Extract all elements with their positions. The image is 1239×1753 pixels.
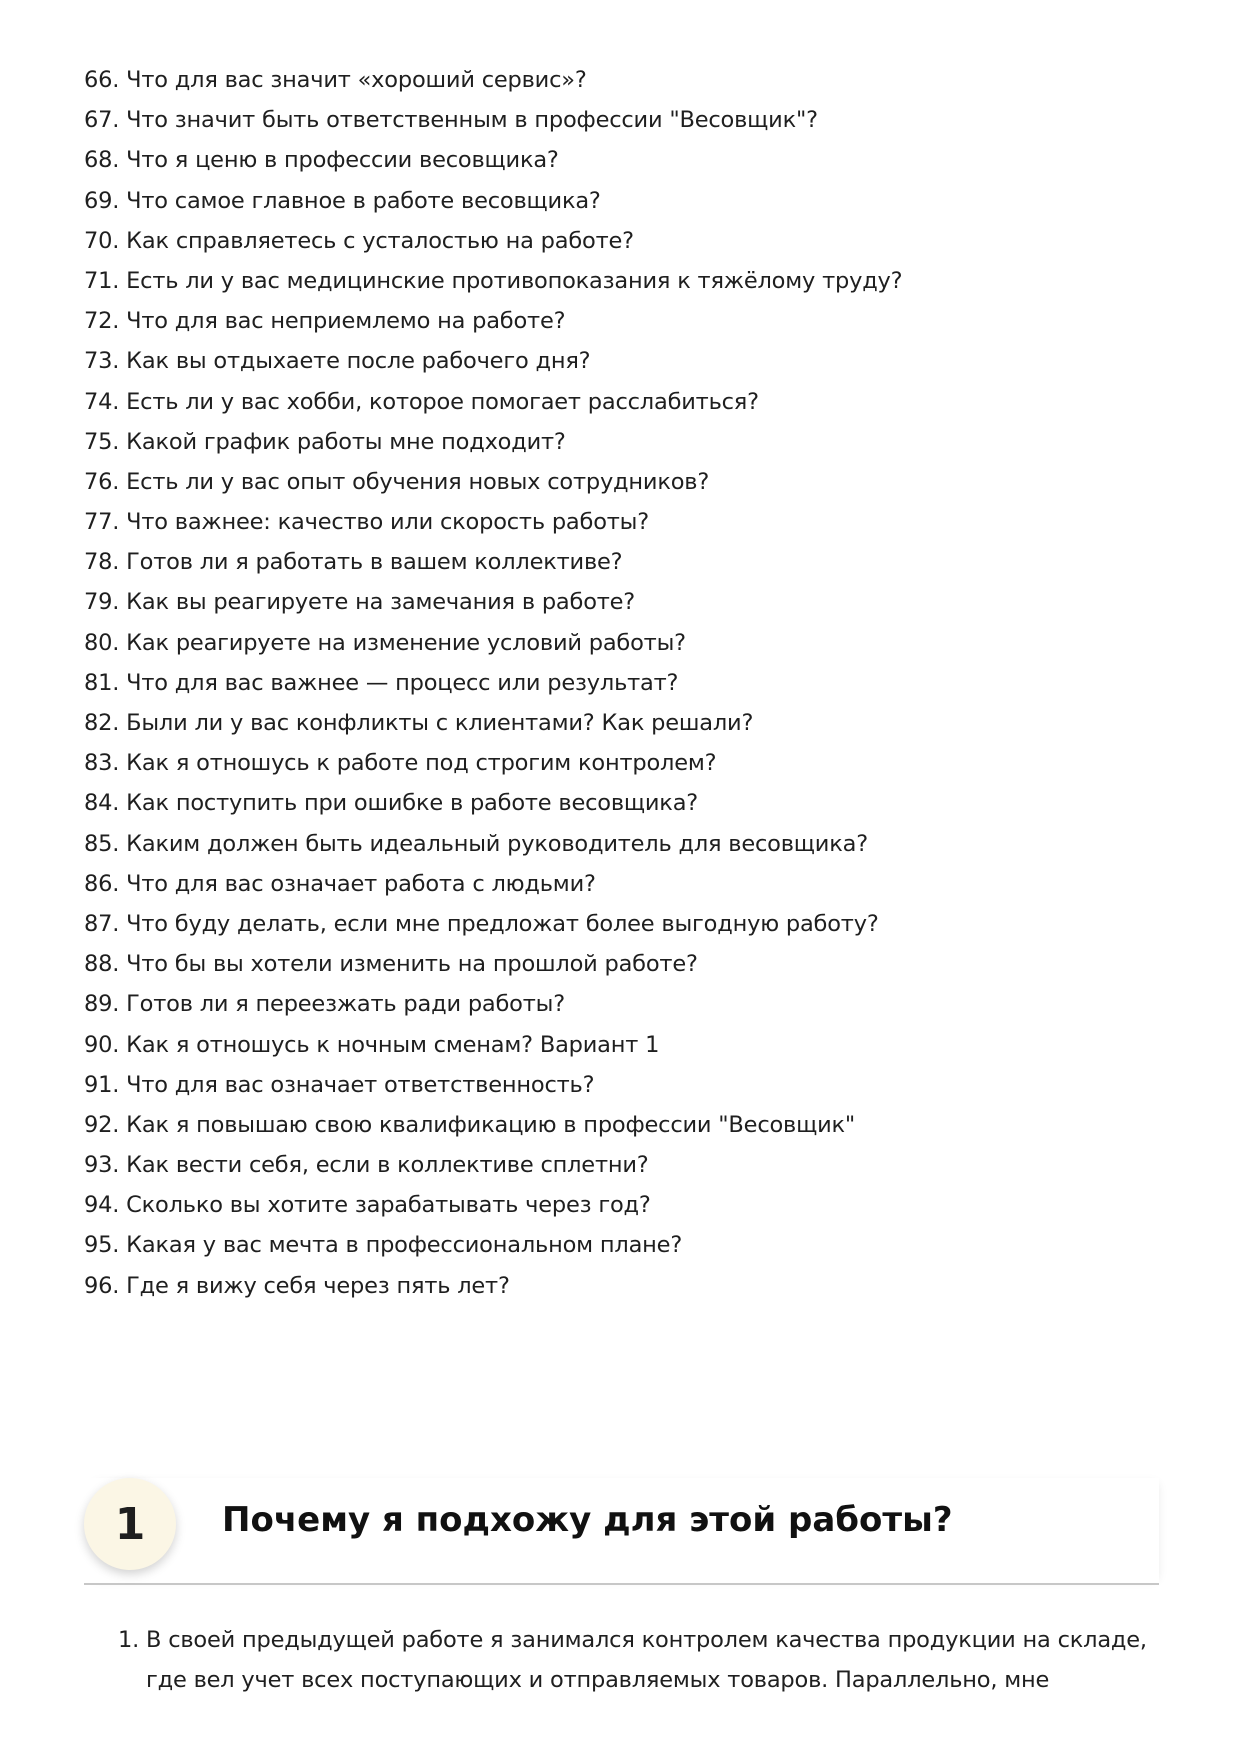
question-item: 76. Есть ли у вас опыт обучения новых сотрудников? [84,468,710,495]
question-item: 84. Как поступить при ошибке в работе весовщика? [84,790,699,817]
answer-number: 1. [118,1627,140,1653]
question-item: 85. Каким должен быть идеальный руководитель для весовщика? [84,830,868,857]
question-item: 78. Готов ли я работать в вашем коллективе? [84,549,623,576]
answer-item [118,1620,1176,1700]
question-item: 68. Что я ценю в профессии весовщика? [84,147,559,174]
question-item: 93. Как вести себя, если в коллективе сплетни? [84,1152,649,1179]
question-item: 92. Как я повышаю свою квалификацию в профессии "Весовщик" [84,1111,856,1138]
question-item: 69. Что самое главное в работе весовщика? [84,187,601,214]
question-item: 86. Что для вас означает работа с людьми? [84,870,596,897]
question-item: 88. Что бы вы хотели изменить на прошлой работе? [84,951,698,978]
section-number-badge: 1 [84,1478,176,1570]
question-list [84,60,902,1306]
question-item: 91. Что для вас означает ответственность? [84,1071,595,1098]
section-title: Почему я подхожу для этой работы? [222,1500,953,1540]
question-item: 96. Где я вижу себя через пять лет? [84,1272,510,1299]
question-item: 73. Как вы отдыхаете после рабочего дня? [84,348,591,375]
question-item: 90. Как я отношусь к ночным сменам? Вариант 1 [84,1031,660,1058]
question-item: 95. Какая у вас мечта в профессиональном плане? [84,1232,683,1259]
section-header [84,1478,1159,1585]
answer-text: В своей предыдущей работе я занимался контролем качества продукции на складе, где вел учет всех поступающих и отправляемых товаров. Параллельно, мне [146,1627,1147,1693]
question-item: 82. Были ли у вас конфликты с клиентами? Как решали? [84,710,754,736]
question-item: 71. Есть ли у вас медицинские противопоказания к тяжёлому труду? [84,267,903,294]
question-item: 94. Сколько вы хотите зарабатывать через год? [84,1192,651,1219]
question-item: 80. Как реагируете на изменение условий работы? [84,629,686,656]
question-item: 79. Как вы реагируете на замечания в работе? [84,589,636,616]
question-item: 75. Какой график работы мне подходит? [84,428,566,455]
question-item: 87. Что буду делать, если мне предложат более выгодную работу? [84,910,879,937]
question-item: 81. Что для вас важнее — процесс или результат? [84,669,679,696]
question-item: 72. Что для вас неприемлемо на работе? [84,308,566,335]
question-item: 89. Готов ли я переезжать ради работы? [84,991,565,1018]
question-item: 67. Что значит быть ответственным в профессии "Весовщик"? [84,107,818,134]
question-item: 70. Как справляетесь с усталостью на работе? [84,227,634,254]
answer-list [118,1620,1176,1700]
question-item: 66. Что для вас значит «хороший сервис»? [84,67,587,93]
question-item: 77. Что важнее: качество или скорость работы? [84,509,649,536]
question-item: 74. Есть ли у вас хобби, которое помогает расслабиться? [84,388,759,415]
question-item: 83. Как я отношусь к работе под строгим контролем? [84,750,717,777]
